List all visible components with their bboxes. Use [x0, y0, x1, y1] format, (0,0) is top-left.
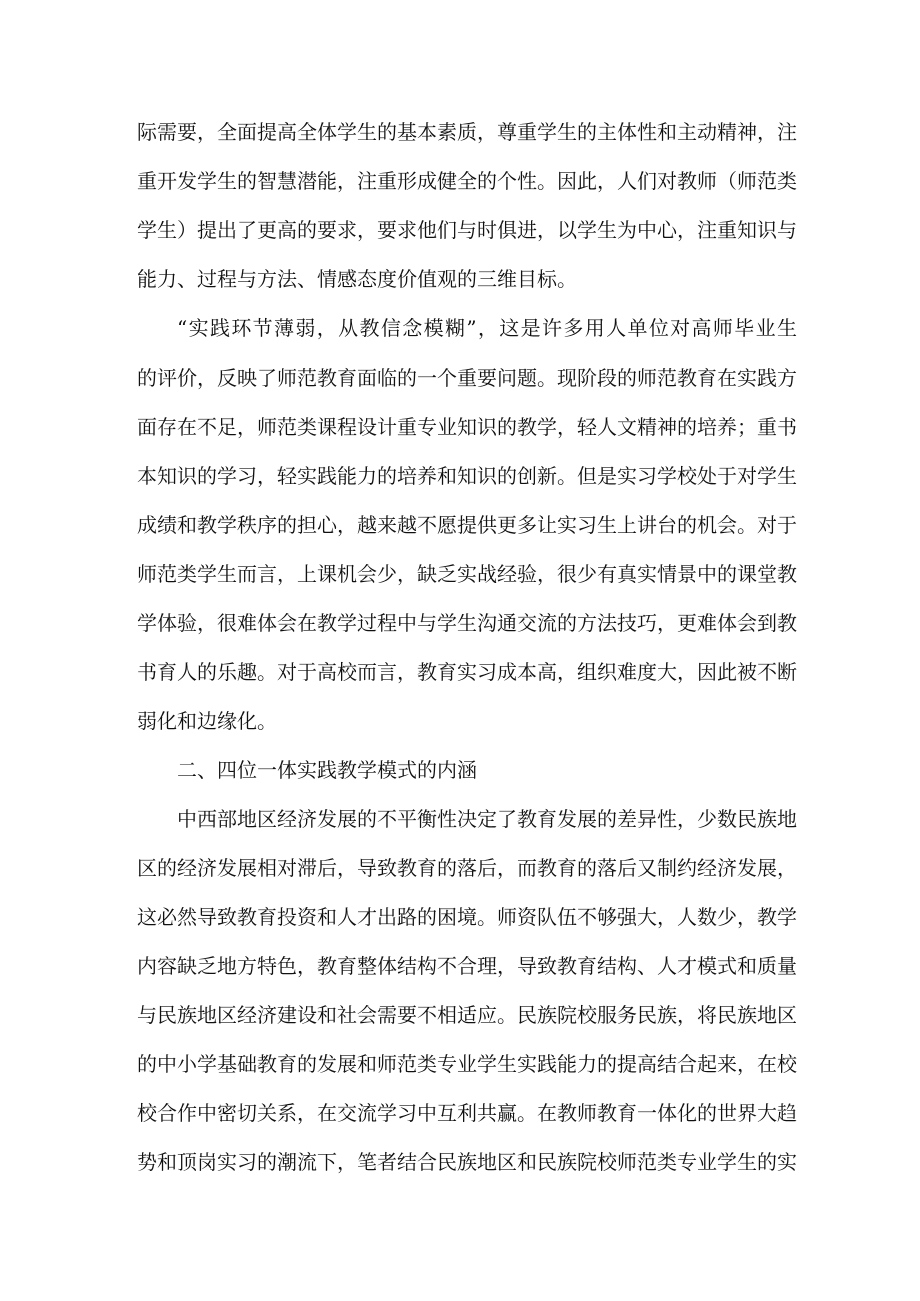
- paragraph-3-line-3: 这必然导致教育投资和人才出路的困境。师资队伍不够强大，人数少，教学: [137, 905, 797, 929]
- paragraph-3-line-8: 势和顶岗实习的潮流下，笔者结合民族地区和民族院校师范类专业学生的实: [137, 1150, 797, 1174]
- paragraph-1-line-2: 重开发学生的智慧潜能，注重形成健全的个性。因此，人们对教师（师范类: [137, 169, 797, 193]
- paragraph-3-line-2: 区的经济发展相对滞后，导致教育的落后，而教育的落后又制约经济发展，: [137, 856, 797, 880]
- paragraph-1-line-1: 际需要，全面提高全体学生的基本素质，尊重学生的主体性和主动精神，注: [137, 120, 797, 144]
- paragraph-1-line-3: 学生）提出了更高的要求，要求他们与时俱进，以学生为中心，注重知识与: [137, 218, 797, 242]
- paragraph-3-line-4: 内容缺乏地方特色，教育整体结构不合理，导致教育结构、人才模式和质量: [137, 954, 797, 978]
- paragraph-2-line-9: 弱化和边缘化。: [137, 709, 277, 733]
- paragraph-1-line-4: 能力、过程与方法、情感态度价值观的三维目标。: [137, 267, 577, 291]
- paragraph-3-line-1: 中西部地区经济发展的不平衡性决定了教育发展的差异性，少数民族地: [177, 807, 797, 831]
- paragraph-3-line-6: 的中小学基础教育的发展和师范类专业学生实践能力的提高结合起来，在校: [137, 1052, 797, 1076]
- paragraph-2-line-6: 师范类学生而言，上课机会少，缺乏实战经验，很少有真实情景中的课堂教: [137, 562, 797, 586]
- paragraph-2-line-1: “实践环节薄弱，从教信念模糊”，这是许多用人单位对高师毕业生: [177, 316, 797, 340]
- paragraph-2-line-5: 成绩和教学秩序的担心，越来越不愿提供更多让实习生上讲台的机会。对于: [137, 513, 797, 537]
- paragraph-2-line-7: 学体验，很难体会在教学过程中与学生沟通交流的方法技巧，更难体会到教: [137, 611, 797, 635]
- paragraph-3-line-5: 与民族地区经济建设和社会需要不相适应。民族院校服务民族，将民族地区: [137, 1003, 797, 1027]
- section-heading: 二、四位一体实践教学模式的内涵: [177, 758, 477, 782]
- paragraph-2-line-3: 面存在不足，师范类课程设计重专业知识的教学，轻人文精神的培养；重书: [137, 415, 797, 439]
- paragraph-3-line-7: 校合作中密切关系，在交流学习中互利共赢。在教师教育一体化的世界大趋: [137, 1101, 797, 1125]
- paragraph-2-line-8: 书育人的乐趣。对于高校而言，教育实习成本高，组织难度大，因此被不断: [137, 660, 797, 684]
- paragraph-2-line-4: 本知识的学习，轻实践能力的培养和知识的创新。但是实习学校处于对学生: [137, 464, 797, 488]
- paragraph-2-line-2: 的评价，反映了师范教育面临的一个重要问题。现阶段的师范教育在实践方: [137, 366, 797, 390]
